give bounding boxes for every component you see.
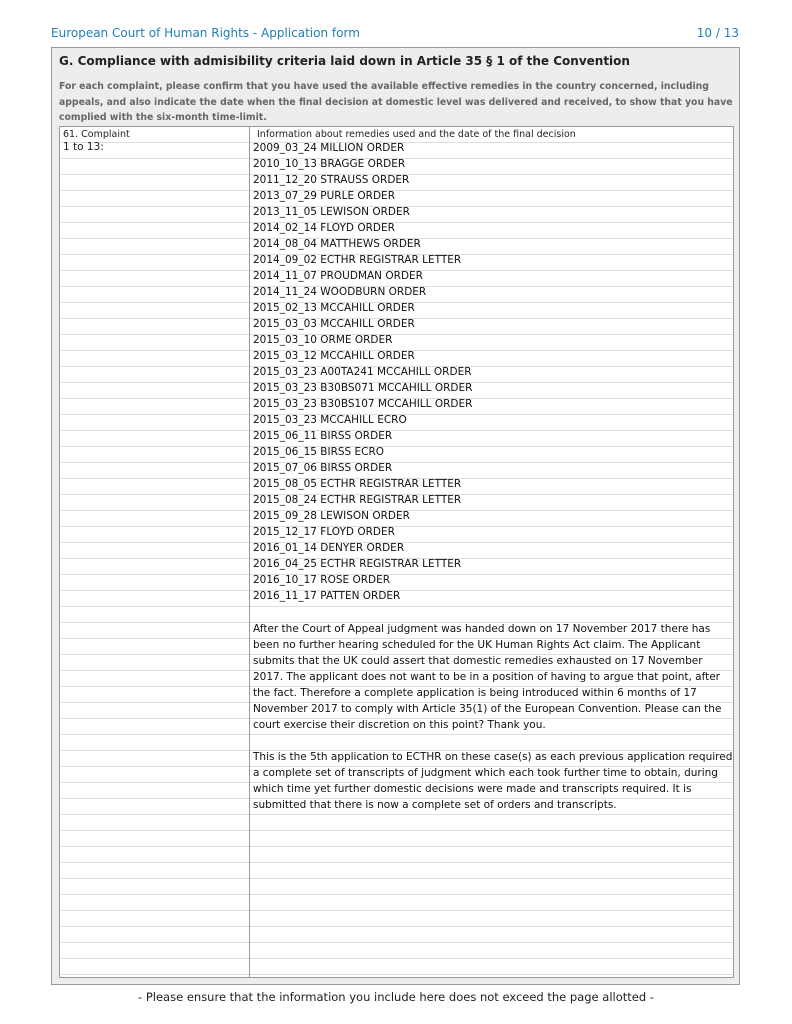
remedies-table [59, 126, 734, 978]
explanation-paragraph-2: This is the 5th application to ECTHR on these case(s) as each previous application required a complete set of transcripts of judgment which each took further time to obtain, during which time yet further domestic decisions were made and transcripts required. It is submitted that there is now a complete set of orders and transcripts. [253, 751, 733, 811]
decision-entry: 2015_07_06 BIRSS ORDER [253, 462, 393, 474]
decision-entry: 2015_09_28 LEWISON ORDER [253, 510, 410, 522]
decision-entry: 2015_03_10 ORME ORDER [253, 334, 393, 346]
section-g-panel [51, 47, 740, 985]
decision-entry: 2010_10_13 BRAGGE ORDER [253, 158, 406, 170]
decision-entry: 2015_08_05 ECTHR REGISTRAR LETTER [253, 478, 462, 490]
column-divider [249, 127, 250, 977]
decision-entry: 2015_03_23 A00TA241 MCCAHILL ORDER [253, 366, 472, 378]
decision-entry: 2015_06_11 BIRSS ORDER [253, 430, 393, 442]
decision-entry: 2015_06_15 BIRSS ECRO [253, 446, 385, 458]
remedies-entries-field[interactable] [253, 140, 733, 604]
section-instructions: For each complaint, please confirm that you have used the available effective remedies in the country concerned, including appeals, and also indicate the date when the final decision at domestic level was delivered and received, to show that you have complied with the six-month time-limit. [59, 81, 733, 124]
decision-entry: 2014_09_02 ECTHR REGISTRAR LETTER [253, 254, 462, 266]
decision-entry: 2015_08_24 ECTHR REGISTRAR LETTER [253, 494, 462, 506]
complaint-range-field[interactable]: 1 to 13: [63, 141, 104, 153]
complaint-column-header: 61. Complaint [63, 129, 130, 140]
decision-entry: 2016_11_17 PATTEN ORDER [253, 590, 401, 602]
decision-entry: 2014_02_14 FLOYD ORDER [253, 222, 395, 234]
decision-entry: 2014_08_04 MATTHEWS ORDER [253, 238, 421, 250]
decision-entry: 2009_03_24 MILLION ORDER [253, 142, 405, 154]
decision-entry: 2013_11_05 LEWISON ORDER [253, 206, 410, 218]
decision-entry: 2014_11_07 PROUDMAN ORDER [253, 270, 423, 282]
document-header-title: European Court of Human Rights - Application form [51, 26, 360, 40]
remedies-column-header: Information about remedies used and the date of the final decision [257, 129, 576, 140]
page-footer-note: - Please ensure that the information you include here does not exceed the page allotted - [138, 990, 654, 1004]
section-title: G. Compliance with admisibility criteria laid down in Article 35 § 1 of the Convention [59, 54, 630, 68]
decision-entry: 2014_11_24 WOODBURN ORDER [253, 286, 427, 298]
decision-entry: 2016_10_17 ROSE ORDER [253, 574, 391, 586]
decision-entry: 2015_03_12 MCCAHILL ORDER [253, 350, 415, 362]
decision-entry: 2015_03_23 B30BS107 MCCAHILL ORDER [253, 398, 473, 410]
decision-entry: 2015_03_23 MCCAHILL ECRO [253, 414, 407, 426]
explanation-paragraph-1: After the Court of Appeal judgment was handed down on 17 November 2017 there has been no further hearing scheduled for the UK Human Rights Act claim. The Applicant submits that the UK could assert that domestic remedies exhausted on 17 November 2017. The applicant does not want to be in a position of having to argue that point, after the fact. Therefore a complete application is being introduced within 6 months of 17 November 2017 to comply with Article 35(1) of the European Convention. Please can the court exercise their discretion on this point? Thank you. [253, 623, 722, 731]
decision-entry: 2015_02_13 MCCAHILL ORDER [253, 302, 415, 314]
decision-entry: 2011_12_20 STRAUSS ORDER [253, 174, 410, 186]
decision-entry: 2015_03_23 B30BS071 MCCAHILL ORDER [253, 382, 473, 394]
decision-entry: 2015_03_03 MCCAHILL ORDER [253, 318, 415, 330]
page-number: 10 / 13 [696, 26, 739, 40]
decision-entry: 2013_07_29 PURLE ORDER [253, 190, 395, 202]
decision-entry: 2016_01_14 DENYER ORDER [253, 542, 405, 554]
decision-entry: 2015_12_17 FLOYD ORDER [253, 526, 395, 538]
decision-entry: 2016_04_25 ECTHR REGISTRAR LETTER [253, 558, 462, 570]
